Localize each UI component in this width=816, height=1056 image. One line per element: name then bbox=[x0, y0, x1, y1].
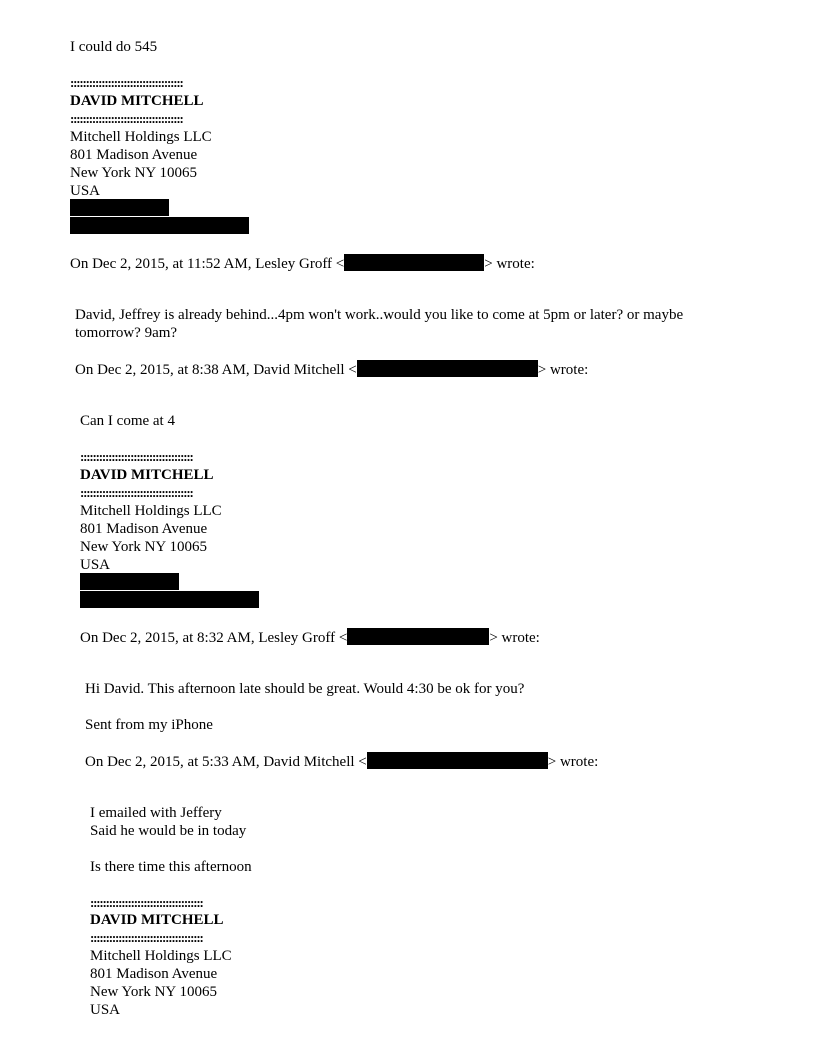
signature-city: New York NY 10065 bbox=[90, 984, 217, 1000]
redacted-email bbox=[347, 628, 489, 645]
signature-city: New York NY 10065 bbox=[70, 165, 197, 181]
redacted-email bbox=[367, 752, 548, 769]
signature-street: 801 Madison Avenue bbox=[80, 521, 208, 537]
quote-header-prefix: On Dec 2, 2015, at 11:52 AM, Lesley Groff < bbox=[70, 256, 345, 272]
signature-divider: :::::::::::::::::::::::::::::::::::: bbox=[70, 75, 183, 90]
signature-country: USA bbox=[90, 1002, 121, 1018]
quote-header-prefix: On Dec 2, 2015, at 8:38 AM, David Mitchell < bbox=[75, 362, 357, 378]
redacted-email bbox=[344, 254, 484, 271]
redaction-block bbox=[80, 573, 179, 590]
reply-text: I could do 545 bbox=[70, 39, 158, 55]
quote-header-suffix: > wrote: bbox=[484, 256, 535, 272]
message-body-line: David, Jeffrey is already behind...4pm won't work..would you like to come at 5pm or later? or maybe bbox=[75, 307, 684, 323]
quote-header bbox=[80, 628, 540, 647]
quote-header-suffix: > wrote: bbox=[489, 630, 540, 646]
quote-header-suffix: > wrote: bbox=[547, 754, 599, 770]
redaction-block bbox=[80, 591, 259, 608]
quote-header-prefix: On Dec 2, 2015, at 5:33 AM, David Mitchell < bbox=[85, 754, 367, 770]
signature-divider: :::::::::::::::::::::::::::::::::::: bbox=[90, 895, 203, 910]
signature-company: Mitchell Holdings LLC bbox=[90, 948, 232, 964]
signature-company: Mitchell Holdings LLC bbox=[70, 129, 212, 145]
signature-city: New York NY 10065 bbox=[80, 539, 207, 555]
quote-header bbox=[85, 752, 598, 771]
redaction-block bbox=[70, 199, 169, 216]
quote-header bbox=[70, 254, 535, 273]
signature-divider: :::::::::::::::::::::::::::::::::::: bbox=[90, 930, 203, 945]
signature-divider: :::::::::::::::::::::::::::::::::::: bbox=[70, 111, 183, 126]
message-body-line: Hi David. This afternoon late should be great. Would 4:30 be ok for you? bbox=[85, 681, 525, 697]
message-body-line: Sent from my iPhone bbox=[85, 717, 213, 733]
signature-country: USA bbox=[70, 183, 101, 199]
redacted-email bbox=[357, 360, 538, 377]
signature-name: DAVID MITCHELL bbox=[70, 93, 204, 109]
message-body-line: Is there time this afternoon bbox=[90, 859, 252, 875]
quote-header-suffix: > wrote: bbox=[537, 362, 589, 378]
message-body-line: Said he would be in today bbox=[90, 823, 247, 839]
redaction-block bbox=[70, 217, 249, 234]
signature-divider: :::::::::::::::::::::::::::::::::::: bbox=[80, 449, 193, 464]
signature-street: 801 Madison Avenue bbox=[90, 966, 218, 982]
message-body-line: I emailed with Jeffery bbox=[90, 805, 222, 821]
signature-name: DAVID MITCHELL bbox=[90, 912, 224, 928]
quote-header-prefix: On Dec 2, 2015, at 8:32 AM, Lesley Groff < bbox=[80, 630, 348, 646]
message-body-line: tomorrow? 9am? bbox=[75, 325, 178, 341]
signature-divider: :::::::::::::::::::::::::::::::::::: bbox=[80, 485, 193, 500]
signature-country: USA bbox=[80, 557, 111, 573]
quote-header bbox=[75, 360, 588, 379]
signature-name: DAVID MITCHELL bbox=[80, 467, 214, 483]
signature-company: Mitchell Holdings LLC bbox=[80, 503, 222, 519]
signature-street: 801 Madison Avenue bbox=[70, 147, 198, 163]
message-body-line: Can I come at 4 bbox=[80, 413, 175, 429]
